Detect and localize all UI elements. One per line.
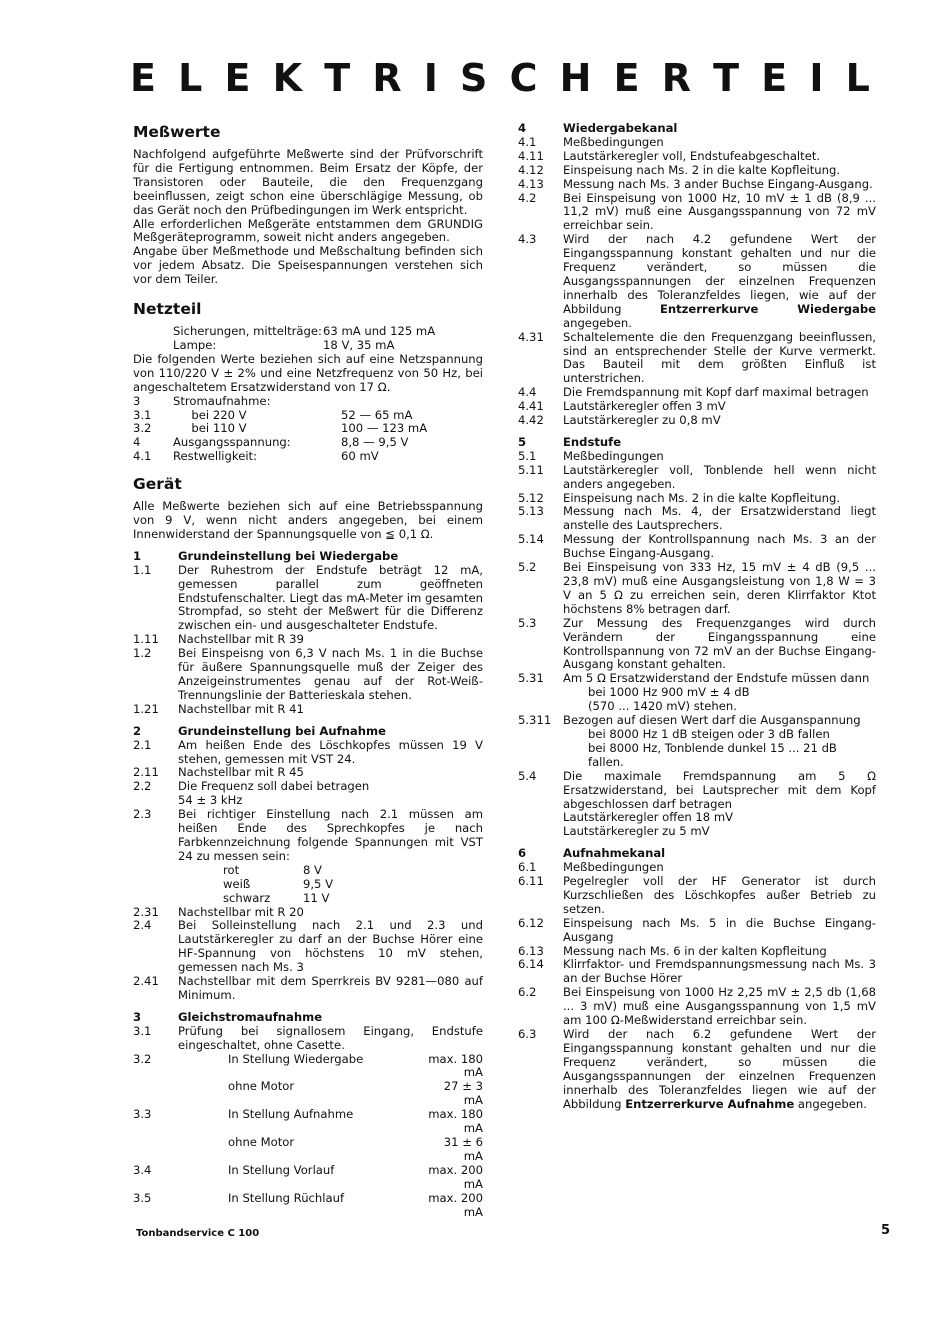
item-number: 3.4 <box>133 1162 152 1177</box>
item-number: 4.13 <box>518 176 544 191</box>
item-number: 1.2 <box>133 646 152 661</box>
current-row <box>133 1164 483 1192</box>
title-letter: I <box>423 56 438 100</box>
item-number: 5.311 <box>518 713 552 728</box>
list-item <box>518 917 876 945</box>
item-number: 4.42 <box>518 413 544 428</box>
title-letter: R <box>661 56 691 100</box>
current-value: 31 ± 6 mA <box>443 1135 483 1163</box>
section-number: 4 <box>518 121 527 135</box>
section-title: Grundeinstellung bei Wiedergabe <box>178 548 399 563</box>
left-column <box>133 122 483 1219</box>
current-row <box>133 1108 483 1136</box>
title-letter: L <box>178 56 203 100</box>
list-item <box>518 672 876 686</box>
netzteil-row <box>133 450 483 464</box>
item-number: 1.21 <box>133 701 159 716</box>
item-number: 5.4 <box>518 768 537 783</box>
messwerte-paragraph: Alle erforderlichen Meßgeräte entstammen dem GRUNDIG Meßgeräteprogramm, soweit nicht anders angegeben. <box>133 216 483 245</box>
title-letter: E <box>224 56 251 100</box>
row-number: 3.1 <box>133 407 152 422</box>
item-text: Zur Messung des Frequenzganges wird durch Verändern der Eingangsspannung eine Kontrollspannung von 72 mV an der Buchse Eingang-Ausgang konstant gehalten. <box>563 615 876 672</box>
title-letter: H <box>559 56 592 100</box>
netzteil-intro: Die folgenden Werte beziehen sich auf eine Netzspannung von 110/220 V ± 2% und eine Netzfrequenz von 50 Hz, bei angeschaltetem Ersatzwiderstand von 17 Ω. <box>133 351 483 394</box>
list-item <box>518 192 876 234</box>
list-item <box>518 464 876 492</box>
item-text: Nachstellbar mit R 41 <box>178 701 304 716</box>
item-text: Bei richtiger Einstellung nach 2.1 müssen am heißen Ende des Sprechkopfes je nach Farbkennzeichnung folgende Spannungen mit VST 24 zu messen sein: <box>178 807 483 863</box>
item-number: 6.12 <box>518 915 544 930</box>
item-text-tail: angegeben. <box>563 315 632 330</box>
item-number <box>133 1136 178 1164</box>
fuse-label: Sicherungen, mittelträge: <box>173 324 322 339</box>
figure-reference: Entzerrerkurve Wiedergabe <box>659 301 876 316</box>
row-value: 8,8 — 9,5 V <box>341 435 409 450</box>
title-letter: S <box>460 56 488 100</box>
row-label: bei 220 V <box>173 407 247 422</box>
current-row <box>133 1192 483 1220</box>
row-label: Stromaufnahme: <box>173 393 271 408</box>
item-number: 6.3 <box>518 1027 537 1041</box>
voltage-value: 8 V <box>303 862 322 877</box>
item-number: 6.14 <box>518 957 544 972</box>
list-item <box>518 331 876 387</box>
item-text: Pegelregler voll der HF Generator ist durch Kurzschließen des Löschkopfes außer Betrieb zu setzen. <box>563 874 876 916</box>
list-item <box>518 505 876 533</box>
measurement-line: bei 8000 Hz 1 dB steigen oder 3 dB fallen <box>588 726 830 741</box>
figure-reference: Entzerrerkurve Aufnahme <box>625 1096 795 1111</box>
list-item <box>133 780 483 794</box>
item-text: Am heißen Ende des Löschkopfes müssen 19 V stehen, gemessen mit VST 24. <box>178 737 483 766</box>
color-label: schwarz <box>223 890 271 905</box>
item-text: Bei Einspeisung von 1000 Hz 2,25 mV ± 2,5 db (1,68 ... 3 mV) muß eine Ausgangsspannung von 1,5 mV am 100 Ω-Meßwiderstand erreichbar sein. <box>563 985 876 1028</box>
item-text: Wird der nach 6.2 gefundene Wert der Eingangsspannung konstant gehalten und nur die Frequenz verändert, so müssen die Ausgangsspannungen der einzelnen Frequenzen innerhalb des Toleranzfeldes liegen wie auf der Abbildung <box>563 1027 876 1111</box>
row-value: 60 mV <box>341 449 379 464</box>
list-item <box>133 564 483 634</box>
list-item <box>518 958 876 986</box>
list-item <box>133 919 483 975</box>
item-text: Meßbedingungen <box>563 860 664 875</box>
row-number: 4 <box>133 435 141 450</box>
item-text: Messung der Kontrollspannung nach Ms. 3 an der Buchse Eingang-Ausgang. <box>563 532 876 561</box>
item-number: 2.2 <box>133 779 152 794</box>
item-number: 1.1 <box>133 562 152 577</box>
measurement-line: bei 8000 Hz, Tonblende dunkel 15 ... 21 dB fallen. <box>588 740 837 769</box>
measurement-line: bei 1000 Hz 900 mV ± 4 dB <box>588 685 750 700</box>
item-number: 5.13 <box>518 504 544 519</box>
list-item <box>133 906 483 920</box>
item-number: 2.3 <box>133 807 152 822</box>
section-number: 1 <box>133 548 142 563</box>
item-number: 5.12 <box>518 490 544 505</box>
item-text: Schaltelemente die den Frequenzgang beeinflussen, sind an entsprechender Stelle der Kurve vermerkt. Das Bauteil mit dem größten Einfluß ist unterstrichen. <box>563 329 876 386</box>
item-number: 5.11 <box>518 462 544 477</box>
item-text: Messung nach Ms. 6 in der kalten Kopfleitung <box>563 943 827 958</box>
section-number: 3 <box>133 1009 142 1024</box>
item-text: Messung nach Ms. 3 ander Buchse Eingang-Ausgang. <box>563 176 873 191</box>
item-text: Meßbedingungen <box>563 134 664 149</box>
messwerte-paragraph: Angabe über Meßmethode und Meßschaltung befinden sich vor jedem Absatz. Die Speisespannungen verstehen sich vor dem Teiler. <box>133 244 483 287</box>
item-number: 5.31 <box>518 671 544 686</box>
current-value: max. 180 mA <box>428 1051 483 1080</box>
item-text: Bei Einspeisung von 333 Hz, 15 mV ± 4 dB (9,5 ... 23,8 mV) muß eine Ausgangsleistung von 1,8 W = 3 V an 5 Ω zu erreichen sein, deren Klirrfaktor Ktot höchstens 8% betragen darf. <box>563 560 876 616</box>
list-item <box>518 875 876 917</box>
current-label: ohne Motor <box>228 1079 295 1094</box>
item-number: 3.1 <box>133 1023 152 1038</box>
item-text: Am 5 Ω Ersatzwiderstand der Endstufe müssen dann <box>563 671 870 686</box>
item-text: Messung nach Ms. 4, der Ersatzwiderstand liegt anstelle des Lautsprechers. <box>563 504 876 533</box>
item-number: 4.2 <box>518 190 537 205</box>
measurement-line: (570 ... 1420 mV) stehen. <box>588 699 737 714</box>
netzteil-row <box>133 409 483 423</box>
row-number: 3 <box>133 393 141 408</box>
item-number: 2.4 <box>133 918 152 933</box>
fuse-value: 63 mA und 125 mA <box>323 324 436 339</box>
list-item <box>518 617 876 673</box>
row-value: 52 — 65 mA <box>341 407 413 422</box>
page-title <box>130 58 870 98</box>
list-item <box>518 533 876 561</box>
title-letter: E <box>130 56 156 100</box>
item-number: 4.31 <box>518 329 544 344</box>
item-text: Nachstellbar mit dem Sperrkreis BV 9281—080 auf Minimum. <box>178 974 483 1002</box>
item-text: Nachstellbar mit R 20 <box>178 904 304 919</box>
current-value: 27 ± 3 mA <box>443 1079 483 1108</box>
messwerte-paragraph: Nachfolgend aufgeführte Meßwerte sind der Prüfvorschrift für die Fertigung entnommen. Beim Ersatz der Köpfe, der Transistoren oder Bauteile, die den Frequenzgang beeinflussen, zeigt schon eine überschlägige Messung, ob das Gerät noch den Prüfbedingungen im Werk entspricht. <box>133 147 483 217</box>
item-text: Bei Einspeisng von 6,3 V nach Ms. 1 in die Buchse für äußere Spannungsquelle muß der Zeiger des Anzeigeinstrumentes genau auf der Rot-Weiß-Trennungslinie der Batterieskala stehen. <box>178 646 483 702</box>
title-letter: E <box>613 56 640 100</box>
section-title: Endstufe <box>563 434 622 449</box>
row-label: Ausgangsspannung: <box>173 435 291 450</box>
item-text: Die Frequenz soll dabei betragen <box>178 779 370 794</box>
section-number: 2 <box>133 723 142 738</box>
section-number: 5 <box>518 434 527 449</box>
list-item <box>518 150 876 164</box>
item-number: 2.41 <box>133 974 159 989</box>
item-text: Bei Einspeisung von 1000 Hz, 10 mV ± 1 dB (8,9 ... 11,2 mV) muß eine Ausgangsspannung von 72 mV erreichbar sein. <box>563 190 876 233</box>
item-text: Meßbedingungen <box>563 448 664 463</box>
item-text: Die Fremdspannung mit Kopf darf maximal betragen <box>563 385 869 400</box>
netzteil-row <box>133 422 483 436</box>
geraet-heading: Gerät <box>133 475 182 494</box>
current-value: max. 200 mA <box>428 1162 483 1191</box>
title-letter: L <box>845 56 870 100</box>
color-voltage-row <box>133 878 483 892</box>
frequency-value: 54 ± 3 kHz <box>178 793 243 808</box>
list-item <box>518 400 876 414</box>
item-number: 4.4 <box>518 385 537 400</box>
row-number: 4.1 <box>133 449 152 464</box>
row-value <box>341 395 491 409</box>
measurement-line: Lautstärkeregler zu 5 mV <box>563 824 710 839</box>
list-item <box>133 647 483 703</box>
lamp-label: Lampe: <box>173 337 217 352</box>
list-item <box>133 739 483 767</box>
list-item <box>133 703 483 717</box>
item-number: 3.3 <box>133 1107 152 1122</box>
title-letter: T <box>713 56 740 100</box>
page-number: 5 <box>881 1223 891 1238</box>
item-number: 6.2 <box>518 985 537 1000</box>
list-item <box>518 414 876 428</box>
item-number: 4.12 <box>518 162 544 177</box>
current-label: ohne Motor <box>228 1135 295 1149</box>
current-label: In Stellung Aufnahme <box>228 1107 354 1122</box>
item-text: Die maximale Fremdspannung am 5 Ω Ersatzwiderstand, bei Lautsprecher mit dem Kopf abgeschlossen darf betragen <box>563 768 876 811</box>
section-number: 6 <box>518 846 527 861</box>
title-letter: C <box>509 56 538 100</box>
row-number: 3.2 <box>133 421 152 436</box>
item-text-tail: angegeben. <box>794 1096 867 1111</box>
title-letter: R <box>372 56 402 100</box>
item-number: 4.41 <box>518 399 544 414</box>
item-text: Wird der nach 4.2 gefundene Wert der Eingangsspannung konstant gehalten und nur die Frequenz verändert, so müssen die Ausgangsspannungen der einzelnen Frequenzen innerhalb des Toleranzfeldes liegen, wie auf der Abbildung <box>563 232 876 316</box>
list-item <box>518 945 876 959</box>
list-item <box>518 386 876 400</box>
color-label: rot <box>223 862 240 877</box>
voltage-value: 11 V <box>303 890 330 905</box>
item-text: Der Ruhestrom der Endstufe beträgt 12 mA, gemessen parallel zum geöffneten Endstufenschalter. Liegt das mA-Meter im gesamten Strompfad, so steht der Meßwert für die Differenz zwischen ein- und ausgeschalteter Endstufe. <box>178 562 483 633</box>
item-number: 6.13 <box>518 943 544 958</box>
netzteil-row <box>133 395 483 409</box>
row-label: Restwelligkeit: <box>173 449 257 464</box>
item-text: Lautstärkeregler offen 3 mV <box>563 399 726 414</box>
list-item <box>133 633 483 647</box>
messwerte-heading: Meßwerte <box>133 123 221 141</box>
item-number: 6.1 <box>518 860 537 875</box>
item-number: 3.2 <box>133 1051 152 1066</box>
voltage-value: 9,5 V <box>303 876 334 891</box>
current-row <box>133 1136 483 1164</box>
current-row <box>133 1080 483 1108</box>
list-item <box>518 164 876 178</box>
measurement-line: Lautstärkeregler offen 18 mV <box>563 810 734 825</box>
list-item <box>133 766 483 780</box>
color-voltage-row <box>133 864 483 878</box>
item-number: 6.11 <box>518 874 544 889</box>
item-number: 4.3 <box>518 232 537 247</box>
row-label: bei 110 V <box>173 421 247 436</box>
item-text: Nachstellbar mit R 39 <box>178 632 304 647</box>
lamp-value: 18 V, 35 mA <box>323 337 395 352</box>
item-text: Lautstärkeregler voll, Tonblende hell wenn nicht anders angegeben. <box>563 462 876 491</box>
current-label: In Stellung Vorlauf <box>228 1162 335 1177</box>
current-value: max. 200 mA <box>428 1190 483 1219</box>
list-item <box>518 136 876 150</box>
item-text: Nachstellbar mit R 45 <box>178 765 304 780</box>
section-title: Gleichstromaufnahme <box>178 1009 323 1024</box>
section-title: Grundeinstellung bei Aufnahme <box>178 723 386 738</box>
item-number <box>133 1080 178 1108</box>
item-number: 1.11 <box>133 632 159 647</box>
netzteil-heading: Netzteil <box>133 300 202 319</box>
list-item <box>518 986 876 1028</box>
row-value: 100 — 123 mA <box>341 421 428 436</box>
item-number: 5.3 <box>518 615 537 630</box>
item-text: Bezogen auf diesen Wert darf die Ausganspannung <box>563 713 861 728</box>
item-number: 5.1 <box>518 448 537 463</box>
list-item <box>518 861 876 875</box>
item-text: Einspeisung nach Ms. 2 in die kalte Kopfleitung. <box>563 490 841 505</box>
item-text: Einspeisung nach Ms. 2 in die kalte Kopfleitung. <box>563 162 841 177</box>
section-title: Wiedergabekanal <box>563 121 678 135</box>
item-number: 5.2 <box>518 560 537 575</box>
item-number: 2.1 <box>133 737 152 752</box>
title-letter: I <box>809 56 824 100</box>
right-column <box>518 122 876 1111</box>
list-item <box>133 975 483 1003</box>
list-item <box>518 492 876 506</box>
item-text: Bei Solleinstellung nach 2.1 und 2.3 und Lautstärkeregler zu darf an der Buchse Hörer eine HF-Spannung von höchstens 10 mV stehen, gemessen nach Ms. 3 <box>178 918 483 975</box>
list-item <box>518 561 876 617</box>
geraet-intro: Alle Meßwerte beziehen sich auf eine Betriebsspannung von 9 V, wenn nicht anders angegeben, bei einem Innenwiderstand der Spannungsquelle von ≦ 0,1 Ω. <box>133 499 483 541</box>
item-number: 4.11 <box>518 148 544 163</box>
title-letter: K <box>272 56 303 100</box>
item-number: 2.31 <box>133 904 159 919</box>
current-label: In Stellung Wiedergabe <box>228 1051 364 1066</box>
list-item <box>518 450 876 464</box>
item-text: Prüfung bei signallosem Eingang, Endstufe eingeschaltet, ohne Casette. <box>178 1023 483 1052</box>
item-text: Lautstärkeregler zu 0,8 mV <box>563 413 721 428</box>
item-text: Klirrfaktor- und Fremdspannungsmessung nach Ms. 3 an der Buchse Hörer <box>563 957 876 986</box>
title-letter: T <box>324 56 351 100</box>
color-voltage-row <box>133 892 483 906</box>
item-text: Einspeisung nach Ms. 5 in die Buchse Eingang-Ausgang <box>563 915 876 944</box>
section-title: Aufnahmekanal <box>563 846 666 861</box>
title-letter: E <box>761 56 788 100</box>
list-item <box>518 178 876 192</box>
current-row <box>133 1053 483 1081</box>
item-number: 3.5 <box>133 1190 152 1205</box>
item-number: 2.11 <box>133 765 159 780</box>
item-text: Lautstärkeregler voll, Endstufeabgeschaltet. <box>563 148 821 163</box>
footer: Tonbandservice C 100 <box>136 1228 260 1239</box>
current-label: In Stellung Rüchlauf <box>228 1190 345 1205</box>
color-label: weiß <box>223 876 251 891</box>
item-number: 4.1 <box>518 134 537 149</box>
item-number: 5.14 <box>518 532 544 547</box>
current-value: max. 180 mA <box>428 1107 483 1136</box>
netzteil-row <box>133 436 483 450</box>
